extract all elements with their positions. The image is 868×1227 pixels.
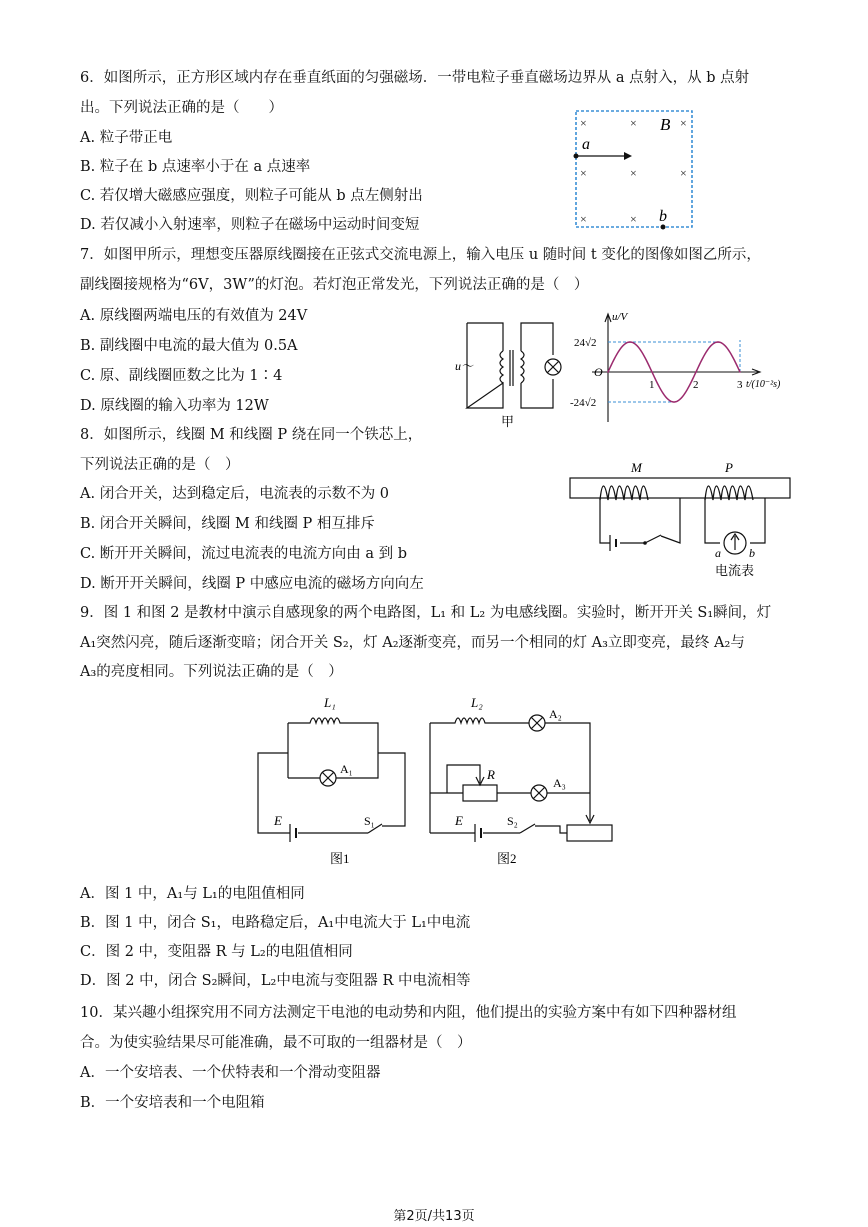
field-label-B: B xyxy=(660,115,671,134)
q9-figure2 xyxy=(425,693,620,878)
curve-point xyxy=(629,341,631,343)
point-label-b: b xyxy=(659,208,667,225)
q8-stem-line1: 8．如图所示，线圈 M 和线圈 P 绕在同一个铁芯上， xyxy=(80,427,423,443)
y-tick-min: -24√2 xyxy=(570,397,597,409)
curve-point xyxy=(673,401,675,403)
q9-option-b: B．图 1 中，闭合 S₁，电路稳定后，A₁中电流大于 L₁中电流 xyxy=(80,915,471,931)
fig2-lamp3-label: A₃ xyxy=(553,776,566,790)
q8-coils-figure xyxy=(565,458,800,583)
iron-core xyxy=(570,478,790,498)
q6-option-d: D. 若仅减小入射速率，则粒子在磁场中运动时间变短 xyxy=(80,217,420,233)
q9-stem-line1: 9．图 1 和图 2 是教材中演示自感现象的两个电路图，L₁ 和 L₂ 为电感线圈。实验时，断开开关 S₁瞬间，灯 xyxy=(80,605,772,621)
q6-stem-line2: 出。下列说法正确的是（ ） xyxy=(80,100,283,116)
q8-option-a: A. 闭合开关，达到稳定后，电流表的示数不为 0 xyxy=(80,486,390,502)
q10-stem-line2: 合。为使实验结果尽可能准确，最不可取的一组器材是（ ） xyxy=(80,1035,472,1051)
fig2-switch-icon xyxy=(520,824,535,833)
fig1-S-label: S₁ xyxy=(364,814,375,828)
point-label-a: a xyxy=(582,136,590,153)
x-tick-1: 1 xyxy=(649,379,655,391)
fig2-R-label: R xyxy=(487,767,495,782)
coil-P-label: P xyxy=(725,460,733,475)
q8-option-b: B. 闭合开关瞬间，线圈 M 和线圈 P 相互排斥 xyxy=(80,516,375,532)
fig2-S-label: S₂ xyxy=(507,814,518,828)
fig2-E-label: E xyxy=(455,813,463,828)
q6-stem-line1: 6．如图所示，正方形区域内存在垂直纸面的匀强磁场．一带电粒子垂直磁场边界从 a 点射入，从 b 点射 xyxy=(80,70,750,86)
q10-option-b: B．一个安培表和一个电阻箱 xyxy=(80,1095,265,1111)
fig2-lamp2-label: A₂ xyxy=(549,707,562,721)
svg-text:×: × xyxy=(580,212,587,226)
coil-M-label: M xyxy=(631,460,642,475)
x-axis-label: t/(10⁻²s) xyxy=(746,379,781,390)
fig2-L-label: L₂ xyxy=(471,695,483,710)
svg-text:×: × xyxy=(680,166,687,180)
q8-option-d: D. 断开开关瞬间，线圈 P 中感应电流的磁场方向向左 xyxy=(80,576,424,592)
curve-point xyxy=(695,371,697,373)
q7-option-a: A. 原线圈两端电压的有效值为 24V xyxy=(80,308,308,324)
q9-option-d: D．图 2 中，闭合 S₂瞬间，L₂中电流与变阻器 R 中电流相等 xyxy=(80,973,471,989)
y-axis-label: u/V xyxy=(612,311,628,323)
origin-label: O xyxy=(594,365,603,379)
terminal-b-label: b xyxy=(749,546,755,560)
q7-option-b: B. 副线圈中电流的最大值为 0.5A xyxy=(80,338,298,354)
ammeter-caption: 电流表 xyxy=(715,563,755,578)
rheostat-R-icon xyxy=(463,785,497,801)
fig1-L-label: L₁ xyxy=(324,695,336,710)
q9-stem-line3: A₃的亮度相同。下列说法正确的是（ ） xyxy=(80,664,343,680)
svg-text:×: × xyxy=(580,116,587,130)
field-crosses xyxy=(580,116,687,226)
q6-option-b: B. 粒子在 b 点速率小于在 a 点速率 xyxy=(80,159,311,175)
fig2-caption: 图2 xyxy=(497,851,517,866)
q9-figure1 xyxy=(250,693,420,878)
fig1-E-label: E xyxy=(274,813,282,828)
q7-transformer-figure xyxy=(455,318,565,433)
svg-text:×: × xyxy=(630,212,637,226)
q9-option-a: A．图 1 中，A₁与 L₁的电阻值相同 xyxy=(80,886,305,902)
fig2-resistor-icon xyxy=(567,825,612,841)
x-tick-3: 3 xyxy=(737,379,743,391)
switch-icon xyxy=(645,535,661,543)
fig1-caption: 图1 xyxy=(330,851,350,866)
q9-stem-line2: A₁突然闪亮，随后逐渐变暗；闭合开关 S₂，灯 A₂逐渐变亮，而另一个相同的灯 A₃立即变亮，最终 A₂与 xyxy=(80,635,745,651)
q8-stem-line2: 下列说法正确的是（ ） xyxy=(80,457,240,473)
fig-jia-caption: 甲 xyxy=(501,414,515,429)
svg-text:×: × xyxy=(630,166,637,180)
x-tick-2: 2 xyxy=(693,379,699,391)
svg-text:×: × xyxy=(580,166,587,180)
q7-voltage-chart xyxy=(570,310,800,435)
curve-point xyxy=(607,371,609,373)
q7-option-c: C. 原、副线圈匝数之比为 1∶4 xyxy=(80,368,283,384)
curve-point xyxy=(651,371,653,373)
q10-stem-line1: 10．某兴趣小组探究用不同方法测定干电池的电动势和内阻，他们提出的实验方案中有如下四种器材组 xyxy=(80,1005,737,1021)
point-b xyxy=(661,225,666,230)
svg-text:×: × xyxy=(630,116,637,130)
svg-text:×: × xyxy=(680,116,687,130)
q6-option-c: C. 若仅增大磁感应强度，则粒子可能从 b 点左侧射出 xyxy=(80,188,423,204)
q7-option-d: D. 原线圈的输入功率为 12W xyxy=(80,398,269,414)
curve-point xyxy=(717,341,719,343)
page-footer: 第2页/共13页 xyxy=(393,1209,475,1224)
source-label: u～ xyxy=(455,359,474,373)
fig1-lamp-label: A₁ xyxy=(340,762,353,776)
q6-option-a: A. 粒子带正电 xyxy=(80,130,173,146)
q9-option-c: C．图 2 中，变阻器 R 与 L₂的电阻值相同 xyxy=(80,944,353,960)
q7-stem-line2: 副线圈接规格为“6V，3W”的灯泡。若灯泡正常发光，下列说法正确的是（ ） xyxy=(80,277,589,293)
q6-magnetic-field-figure xyxy=(570,105,700,235)
q10-option-a: A．一个安培表、一个伏特表和一个滑动变阻器 xyxy=(80,1065,381,1081)
terminal-a-label: a xyxy=(715,546,721,560)
curve-point xyxy=(739,371,741,373)
y-tick-max: 24√2 xyxy=(574,337,597,349)
q8-option-c: C. 断开开关瞬间，流过电流表的电流方向由 a 到 b xyxy=(80,546,408,562)
q7-stem-line1: 7．如图甲所示，理想变压器原线圈接在正弦式交流电源上，输入电压 u 随时间 t 变化的图像如图乙所示， xyxy=(80,247,761,263)
